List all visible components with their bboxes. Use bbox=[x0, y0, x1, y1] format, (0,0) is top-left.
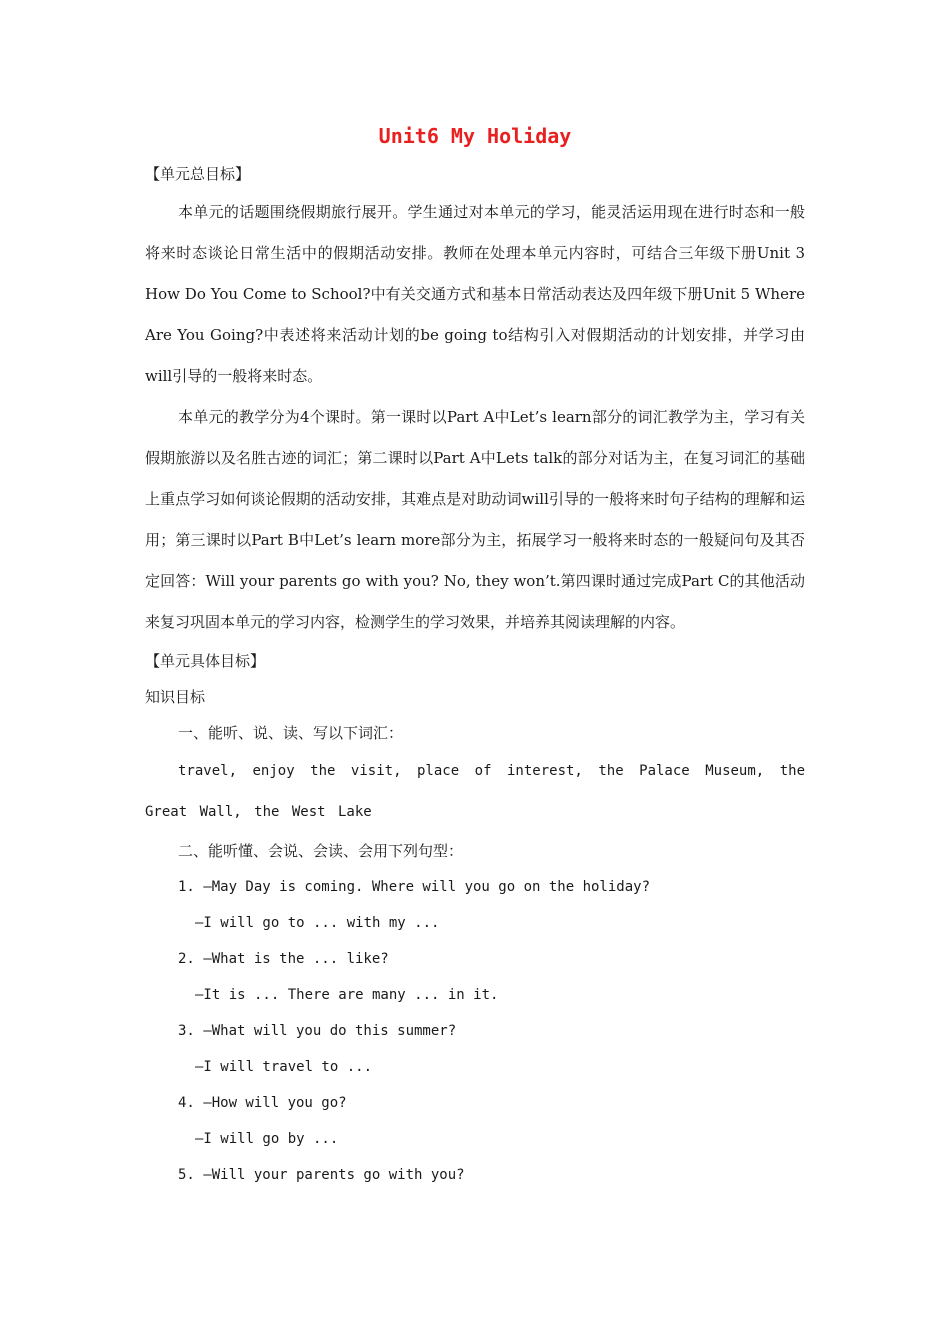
sentence-question: 3. —What will you do this summer? bbox=[178, 1023, 457, 1039]
vocab-intro: 一、能听、说、读、写以下词汇： bbox=[178, 724, 404, 742]
sentence-question: 2. —What is the ... like? bbox=[178, 951, 389, 967]
vocab-list: travel, enjoy the visit, place of interest, the Palace Museum, the Great Wall, the West Lake bbox=[145, 763, 805, 820]
sentence-question: 5. —Will your parents go with you? bbox=[178, 1167, 465, 1183]
sentence-question: 1. —May Day is coming. Where will you go on the holiday? bbox=[178, 879, 651, 895]
sentence-answer: —I will travel to ... bbox=[195, 1059, 373, 1075]
sentence-answer: —It is ... There are many ... in it. bbox=[195, 987, 499, 1003]
overall-paragraph-1: 本单元的话题围绕假期旅行展开。学生通过对本单元的学习，能灵活运用现在进行时态和一般将来时态谈论日常生活中的假期活动安排。教师在处理本单元内容时，可结合三年级下册Unit 3 How Do You Come to School?中有关交通方式和基本日常活动表达及四年级下册Unit 5 Where Are You Going?中表述将来活动计划的be going to结构引入对假期活动的计划安排，并学习由will引导的一般将来时态。 bbox=[145, 203, 805, 385]
document-title: Unit6 My Holiday bbox=[378, 124, 572, 148]
sentence-answer: —I will go to ... with my ... bbox=[195, 915, 440, 931]
specific-goal-heading: 【单元具体目标】 bbox=[145, 652, 266, 670]
sentence-list bbox=[145, 869, 805, 1193]
sentence-intro: 二、能听懂、会说、会读、会用下列句型： bbox=[178, 842, 464, 860]
overall-paragraph-2: 本单元的教学分为4个课时。第一课时以Part A中Let’s learn部分的词汇教学为主，学习有关假期旅游以及名胜古迹的词汇；第二课时以Part A中Lets talk的部分对话为主，在复习词汇的基础上重点学习如何谈论假期的活动安排，其难点是对助动词will引导的一般将来时句子结构的理解和运用；第三课时以Part B中Let’s learn more部分为主，拓展学习一般将来时态的一般疑问句及其否定回答：Will your parents go with you? No, they won’t.第四课时通过完成Part C的其他活动来复习巩固本单元的学习内容，检测学生的学习效果，并培养其阅读理解的内容。 bbox=[145, 408, 805, 631]
sentence-answer: —I will go by ... bbox=[195, 1131, 339, 1147]
document-page bbox=[145, 118, 805, 1193]
overall-goal-heading: 【单元总目标】 bbox=[145, 165, 251, 183]
knowledge-heading: 知识目标 bbox=[145, 688, 206, 706]
sentence-question: 4. —How will you go? bbox=[178, 1095, 347, 1111]
